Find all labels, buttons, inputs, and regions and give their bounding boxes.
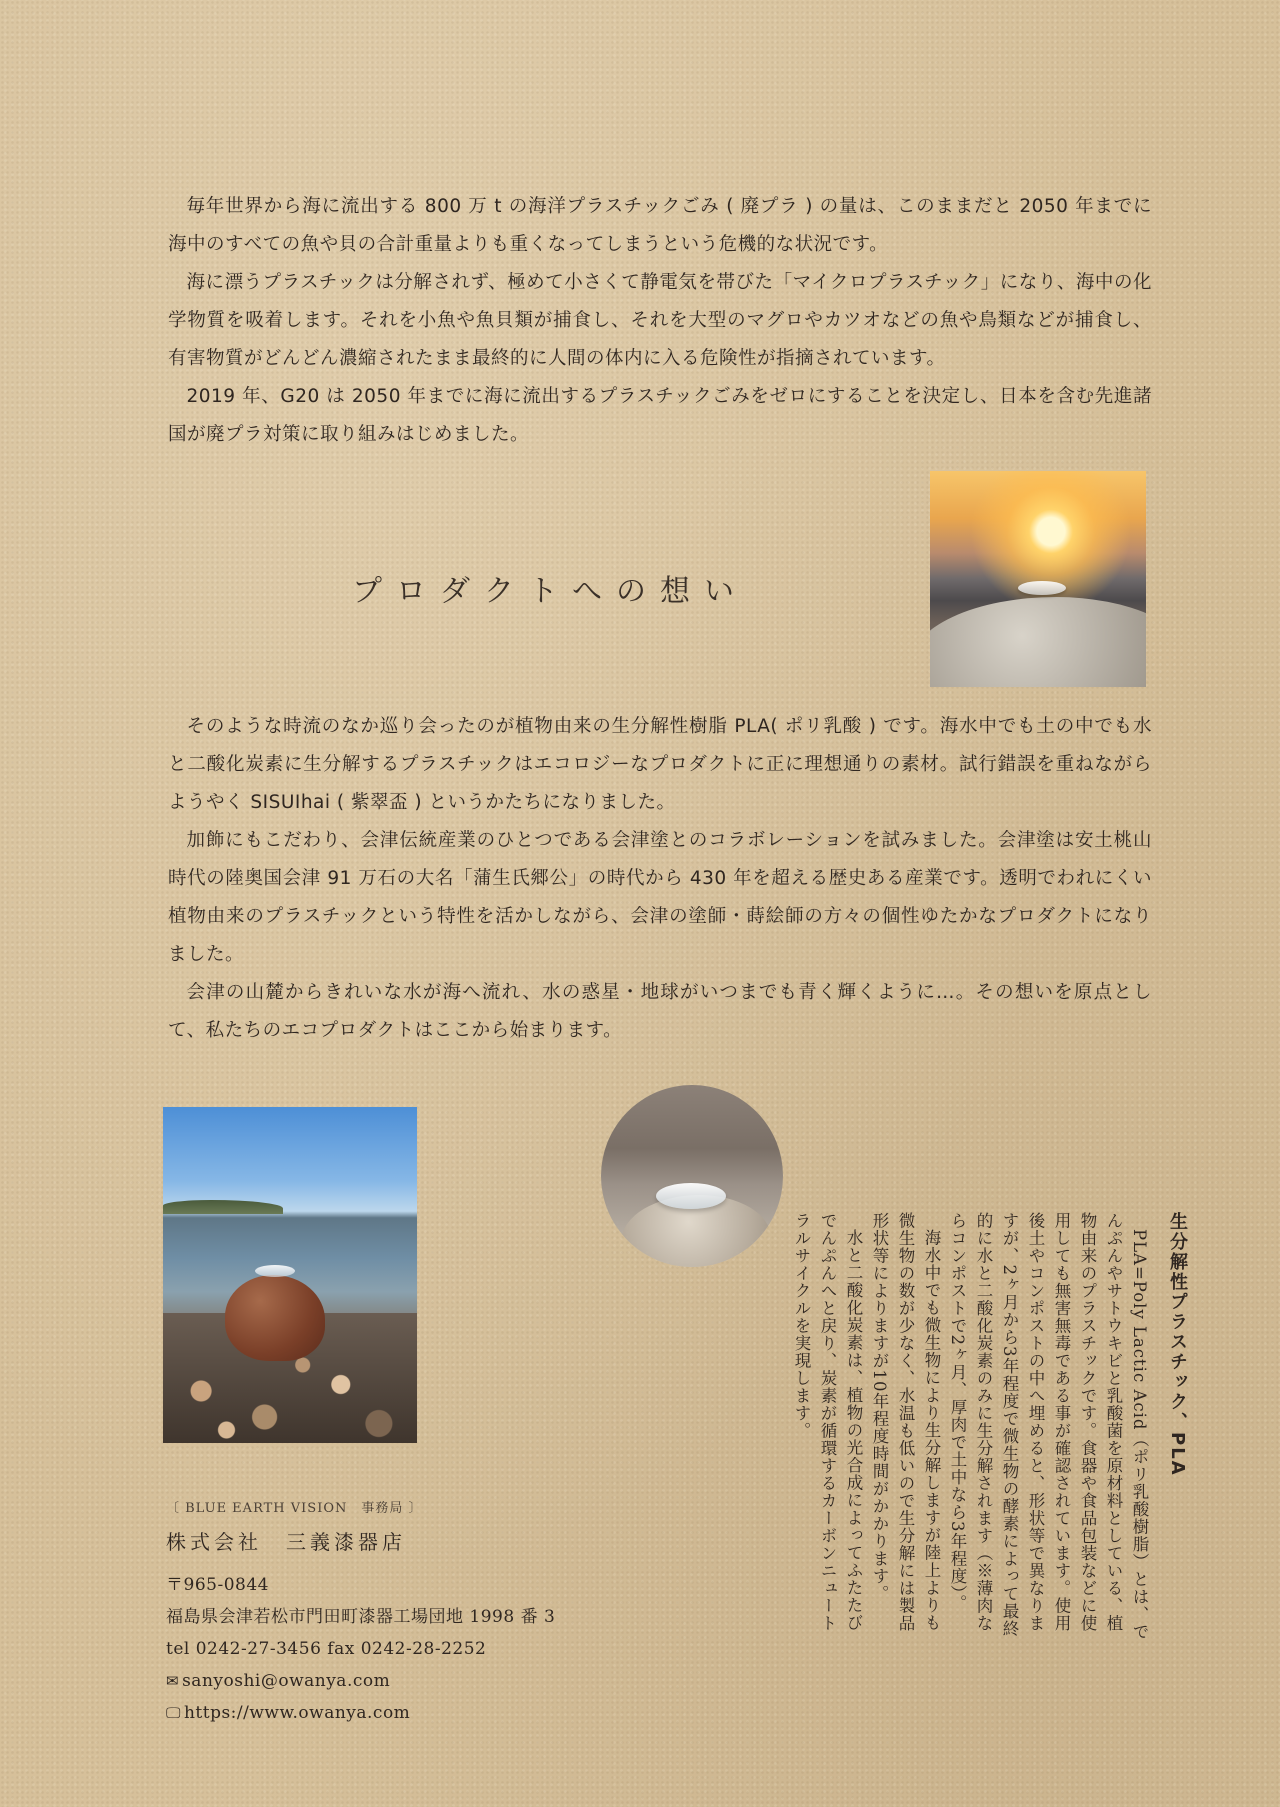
- product-paragraph: 加飾にもこだわり、会津伝統産業のひとつである会津塗とのコラボレーションを試みました。会津塗は安土桃山時代の陸奥国会津 91 万石の大名「蒲生氏郷公」の時代から 430 年を超える歴史ある産業です。透明でわれにくい植物由来のプラスチックという特性を活かしながら、会津の塗師・蒔絵師の方々の個性ゆたかなプロダクトになりました。: [168, 830, 1152, 965]
- company-name: 株式会社 三義漆器店: [166, 1530, 406, 1554]
- contact-block: [166, 1497, 555, 1729]
- intro-text: [168, 188, 1152, 454]
- pla-note-paragraph: 海水中でも微生物により生分解しますが陸上よりも微生物の数が少なく、水温も低いので生分解には製品形状等によりますが10年程度時間がかかります。: [870, 1212, 941, 1632]
- address: 福島県会津若松市門田町漆器工場団地 1998 番 3: [166, 1607, 556, 1627]
- product-text: [168, 708, 1152, 1050]
- pla-note: [760, 1212, 1190, 1642]
- monitor-icon: 🖵: [166, 1704, 181, 1722]
- shore-rock-photo: [163, 1107, 417, 1443]
- email-link[interactable]: sanyoshi@owanya.com: [182, 1671, 391, 1691]
- product-paragraph: そのような時流のなか巡り会ったのが植物由来の生分解性樹脂 PLA( ポリ乳酸 ) です。海水中でも土の中でも水と二酸化炭素に生分解するプラスチックはエコロジーなプロダクトに正に理想通りの素材。試行錯誤を重ねながらようやく SISUIhai ( 紫翠盃 ) というかたちになりました。: [168, 716, 1152, 813]
- postal-code: 〒965-0844: [166, 1575, 269, 1595]
- pla-note-paragraph: 水と二酸化炭素は、植物の光合成によってふたたびでんぷんへと戻り、炭素が循環するカーボンニュートラルサイクルを実現します。: [792, 1212, 863, 1632]
- pla-note-title: 生分解性プラスチック、PLA: [1167, 1212, 1188, 1477]
- product-paragraph: 会津の山麓からきれいな水が海へ流れ、水の惑星・地球がいつまでも青く輝くように…。その想いを原点として、私たちのエコプロダクトはここから始まります。: [168, 982, 1152, 1041]
- mail-icon: ✉: [166, 1672, 180, 1690]
- intro-paragraph: 海に漂うプラスチックは分解されず、極めて小さくて静電気を帯びた「マイクロプラスチック」になり、海中の化学物質を吸着します。それを小魚や魚貝類が捕食し、それを大型のマグロやカツオなどの魚や鳥類などが捕食し、有害物質がどんどん濃縮されたまま最終的に人間の体内に入る危険性が指摘されています。: [168, 272, 1152, 369]
- intro-paragraph: 2019 年、G20 は 2050 年までに海に流出するプラスチックごみをゼロにすることを決定し、日本を含む先進諸国が廃プラ対策に取り組みはじめました。: [168, 386, 1152, 445]
- sunset-cup-photo: [930, 471, 1146, 687]
- phone-fax: tel 0242-27-3456 fax 0242-28-2252: [166, 1639, 487, 1659]
- website-link[interactable]: https://www.owanya.com: [183, 1703, 411, 1723]
- url-line: [166, 1697, 555, 1729]
- email-line: [166, 1665, 555, 1697]
- cup-closeup-photo: [601, 1085, 783, 1267]
- intro-paragraph: 毎年世界から海に流出する 800 万 t の海洋プラスチックごみ ( 廃プラ ) の量は、このままだと 2050 年までに海中のすべての魚や貝の合計重量よりも重くなってしまうという危機的な状況です。: [168, 196, 1152, 255]
- pla-note-paragraph: PLA=Poly Lactic Acid（ポリ乳酸樹脂）とは、でんぷんやサトウキビと乳酸菌を原材料としている、植物由来のプラスチックです。食器や食品包装などに使用しても無害無毒である事が確認されています。使用後土やコンポストの中へ埋めると、形状等で異なりますが、2ヶ月から3年程度で微生物の酵素によって最終的に水と二酸化炭素のみに生分解されます（※薄肉ならコンポストで2ヶ月、厚肉で土中なら3年程度）。: [948, 1212, 1149, 1640]
- organization-label: 〔 BLUE EARTH VISION 事務局 〕: [166, 1501, 423, 1516]
- section-heading: プロダクトへの想い: [352, 574, 748, 609]
